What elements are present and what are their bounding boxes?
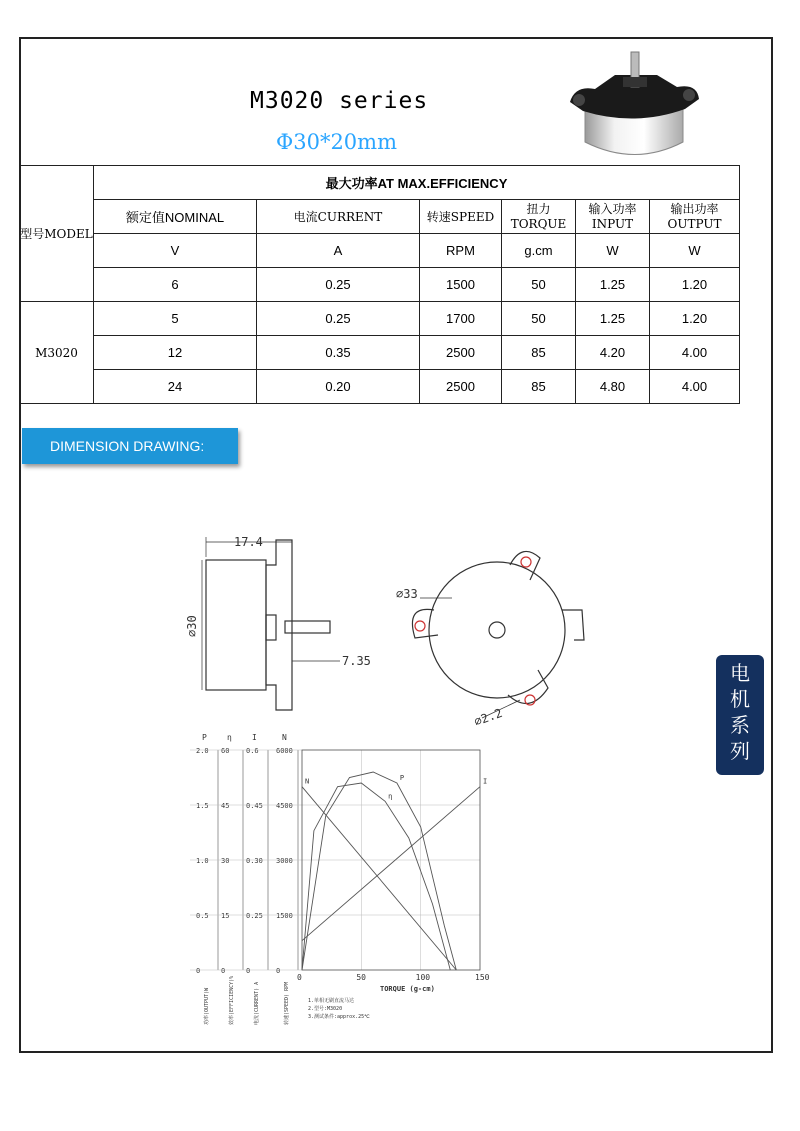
table-cell: 24 xyxy=(94,370,257,404)
tick-label: 0 xyxy=(276,967,281,975)
torque-header-en: TORQUE xyxy=(510,216,567,231)
flange-dimension: ⌀33 xyxy=(396,587,418,601)
dimension-drawing-banner: DIMENSION DRAWING: xyxy=(22,428,238,464)
input-header xyxy=(576,200,650,234)
tick-label: 30 xyxy=(221,857,230,865)
x-tick-label: 0 xyxy=(297,973,302,982)
table-cell: 2500 xyxy=(420,370,502,404)
table-row xyxy=(20,302,740,336)
tick-label: 1500 xyxy=(276,912,293,920)
unit-cell: W xyxy=(650,234,740,268)
efficiency-header: 最大功率AT MAX.EFFICIENCY xyxy=(94,166,740,200)
chart-note: 1.单相无刷直流马达 xyxy=(308,998,355,1004)
table-cell: 85 xyxy=(502,370,576,404)
table-cell: 4.00 xyxy=(650,370,740,404)
series-label: I xyxy=(483,777,488,786)
torque-header xyxy=(502,200,576,234)
axis-side-label: 功率(OUTPUT)W xyxy=(204,987,210,1025)
table-cell: 0.20 xyxy=(257,370,420,404)
side-tab-char: 列 xyxy=(730,741,750,763)
tick-label: 6000 xyxy=(276,747,293,755)
table-cell: 50 xyxy=(502,302,576,336)
front-view-drawing xyxy=(390,540,600,730)
table-cell: 1.20 xyxy=(650,268,740,302)
series-line-P xyxy=(302,772,456,970)
axis-label: P xyxy=(202,733,207,742)
table-cell: 6 xyxy=(94,268,257,302)
tick-label: 0.45 xyxy=(246,802,263,810)
table-cell: 4.00 xyxy=(650,336,740,370)
tick-label: 15 xyxy=(221,912,230,920)
unit-cell: V xyxy=(94,234,257,268)
output-header-en: OUTPUT xyxy=(667,216,722,231)
x-tick-label: 100 xyxy=(415,973,431,982)
table-cell: 0.25 xyxy=(257,302,420,336)
axis-side-label: 转速(SPEED) RPM xyxy=(284,981,290,1025)
tick-label: 1.0 xyxy=(196,857,209,865)
tick-label: 0.5 xyxy=(196,912,209,920)
spec-table xyxy=(19,165,740,404)
tick-label: 0.6 xyxy=(246,747,259,755)
axis-side-label: 电流(CURRENT) A xyxy=(254,981,260,1025)
table-cell: 4.80 xyxy=(576,370,650,404)
unit-cell: g.cm xyxy=(502,234,576,268)
table-cell: 0.25 xyxy=(257,268,420,302)
side-view-drawing xyxy=(180,525,380,725)
chart-note: 2.型号:M3020 xyxy=(308,1006,343,1012)
table-row xyxy=(20,370,740,404)
table-cell: 1500 xyxy=(420,268,502,302)
x-tick-label: 150 xyxy=(475,973,490,982)
axis-label: I xyxy=(252,733,257,742)
tick-label: 60 xyxy=(221,747,230,755)
tick-label: 0 xyxy=(246,967,251,975)
axis-label: η xyxy=(227,733,232,742)
tick-label: 1.5 xyxy=(196,802,209,810)
tick-label: 0 xyxy=(221,967,226,975)
table-cell: 1.25 xyxy=(576,302,650,336)
table-cell: 85 xyxy=(502,336,576,370)
x-axis-title: TORQUE (g-cm) xyxy=(380,985,435,993)
table-cell: 1700 xyxy=(420,302,502,336)
speed-header: 转速SPEED xyxy=(420,200,502,234)
unit-cell: W xyxy=(576,234,650,268)
unit-cell: A xyxy=(257,234,420,268)
tick-label: 3000 xyxy=(276,857,293,865)
model-name: M3020 xyxy=(20,302,94,404)
table-row xyxy=(20,336,740,370)
tick-label: 0.30 xyxy=(246,857,263,865)
series-label: N xyxy=(305,777,310,786)
side-tab-char: 电 xyxy=(730,663,750,685)
performance-chart xyxy=(180,730,490,1030)
diameter-dimension: ⌀30 xyxy=(185,615,199,637)
tick-label: 2.0 xyxy=(196,747,209,755)
series-label: P xyxy=(399,774,405,782)
tick-label: 4500 xyxy=(276,802,293,810)
table-cell: 12 xyxy=(94,336,257,370)
series-label: η xyxy=(388,792,393,801)
tick-label: 45 xyxy=(221,802,230,810)
output-header xyxy=(650,200,740,234)
table-cell: 0.35 xyxy=(257,336,420,370)
hole-dimension: ⌀2.2 xyxy=(472,705,505,729)
table-cell: 4.20 xyxy=(576,336,650,370)
tick-label: 0.25 xyxy=(246,912,263,920)
table-cell: 50 xyxy=(502,268,576,302)
unit-cell: RPM xyxy=(420,234,502,268)
units-row xyxy=(20,234,740,268)
page-subtitle: Φ30*20mm xyxy=(276,130,397,154)
table-row xyxy=(20,268,740,302)
nominal-header: 额定值NOMINAL xyxy=(94,200,257,234)
motor-photo xyxy=(565,47,705,162)
input-header-en: INPUT xyxy=(591,216,634,231)
axis-side-label: 效率(EFFICIENCY)% xyxy=(229,975,235,1025)
output-header-cn: 输出功率 xyxy=(670,201,719,216)
length-dimension: 17.4 xyxy=(234,535,263,549)
x-tick-label: 50 xyxy=(356,973,366,982)
tick-label: 0 xyxy=(196,967,201,975)
table-cell: 2500 xyxy=(420,336,502,370)
chart-note: 3.测试条件:approx.25℃ xyxy=(308,1014,370,1020)
side-tab-char: 系 xyxy=(730,715,750,737)
page-title: M3020 series xyxy=(250,88,429,114)
model-header: 型号MODEL xyxy=(20,166,94,302)
axis-label: N xyxy=(282,733,287,742)
shaft-dimension: 7.35 xyxy=(342,654,371,668)
table-cell: 1.25 xyxy=(576,268,650,302)
torque-header-cn: 扭力 xyxy=(526,201,551,216)
input-header-cn: 输入功率 xyxy=(588,201,637,216)
side-tab-char: 机 xyxy=(730,689,750,711)
current-header: 电流CURRENT xyxy=(257,200,420,234)
side-tab xyxy=(716,655,764,775)
table-cell: 5 xyxy=(94,302,257,336)
table-cell: 1.20 xyxy=(650,302,740,336)
